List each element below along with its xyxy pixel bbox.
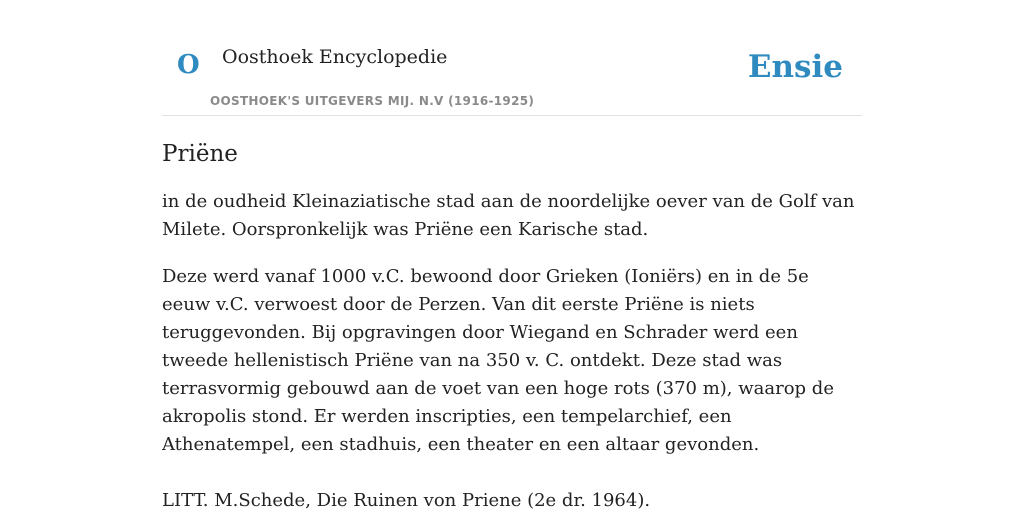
site-header bbox=[162, 0, 862, 116]
literature-reference: LITT. M.Schede, Die Ruinen von Priene (2e dr. 1964). bbox=[162, 489, 651, 511]
brand-logo[interactable]: Ensie bbox=[747, 49, 843, 85]
site-title[interactable]: Oosthoek Encyclopedie bbox=[222, 46, 448, 68]
article-title: Priëne bbox=[162, 141, 238, 167]
article bbox=[162, 140, 862, 515]
logo-icon[interactable]: O bbox=[177, 50, 200, 80]
article-paragraph: Deze werd vanaf 1000 v.C. bewoond door Grieken (Ioniërs) en in de 5e eeuw v.C. verwoest door de Perzen. Van dit eerste Priëne is niets teruggevonden. Bij opgravingen door Wiegand en Schrader werd een tweede hellenistisch Priëne van na 350 v. C. ontdekt. Deze stad was terrasvormig gebouwd aan de voet van een hoge rots (370 m), waarop de akropolis stond. Er werden inscripties, een tempelarchief, een Athenatempel, een stadhuis, een theater en een altaar gevonden. bbox=[162, 265, 834, 455]
page-container bbox=[162, 0, 862, 515]
article-paragraph: in de oudheid Kleinaziatische stad aan de noordelijke oever van de Golf van Milete. Oorspronkelijk was Priëne een Karische stad. bbox=[162, 190, 855, 240]
publisher-label: OOSTHOEK'S UITGEVERS MIJ. N.V (1916-1925) bbox=[210, 94, 535, 108]
